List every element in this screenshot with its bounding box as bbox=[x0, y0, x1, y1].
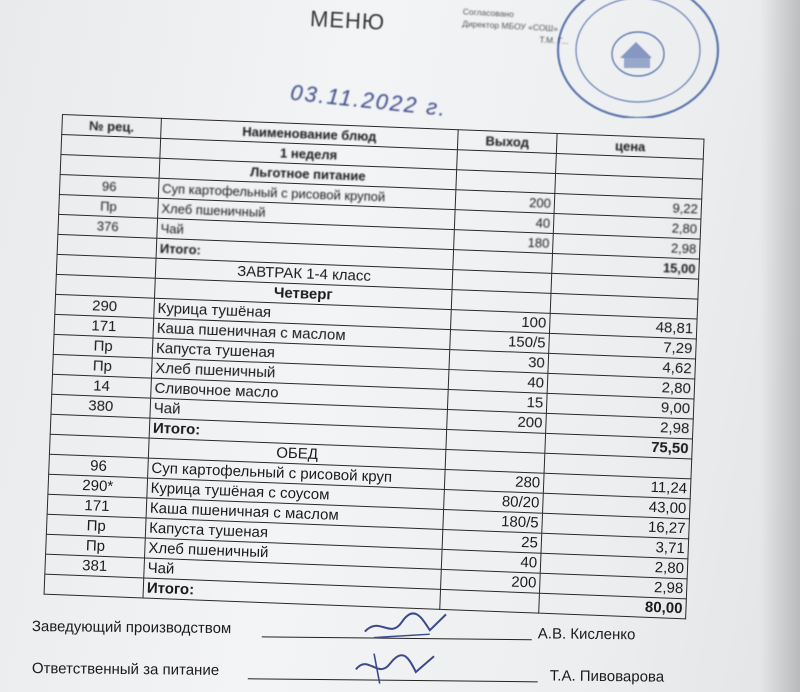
page-shadow bbox=[760, 0, 800, 692]
handwritten-date: 03.11.2022 г. bbox=[289, 79, 449, 122]
recipe-no: 380 bbox=[51, 394, 151, 418]
dish-price: 7,29 bbox=[549, 333, 697, 359]
dish-yield: 15 bbox=[447, 390, 547, 414]
dish-name: Чай bbox=[150, 398, 448, 429]
dish-yield: 200 bbox=[447, 410, 547, 434]
total-label: Итого: bbox=[156, 238, 454, 269]
dish-name: Каша пшеничная с маслом bbox=[146, 498, 444, 529]
total-label: Итого: bbox=[143, 578, 441, 609]
recipe-no: 171 bbox=[47, 494, 147, 518]
recipe-no: Пр bbox=[52, 354, 152, 378]
approval-line-1: Согласовано bbox=[462, 6, 515, 20]
dish-name: Каша пшеничная с маслом bbox=[153, 318, 451, 349]
dish-yield: 180 bbox=[454, 230, 554, 254]
dish-price: 4,62 bbox=[548, 353, 696, 379]
recipe-no: Пр bbox=[46, 514, 146, 538]
recipe-no: 376 bbox=[58, 214, 158, 238]
signature-role: Ответственный за питание bbox=[31, 660, 220, 679]
recipe-no: 381 bbox=[45, 554, 145, 578]
dish-yield: 200 bbox=[455, 190, 555, 214]
dish-price: 43,00 bbox=[543, 493, 691, 519]
dish-price: 2,80 bbox=[540, 553, 688, 579]
official-stamp-icon bbox=[540, 0, 730, 118]
dish-yield: 30 bbox=[449, 350, 549, 374]
dish-price: 3,71 bbox=[541, 533, 689, 559]
dish-yield: 40 bbox=[454, 210, 554, 234]
approval-line-2: Директор МБОУ «СОШ» bbox=[461, 18, 559, 34]
dish-yield: 40 bbox=[448, 370, 548, 394]
recipe-no: 96 bbox=[49, 454, 149, 478]
dish-name: Хлеб пшеничный bbox=[145, 538, 443, 569]
section-title: ОБЕД bbox=[148, 438, 446, 469]
recipe-no: Пр bbox=[46, 534, 146, 558]
menu-table bbox=[44, 114, 705, 619]
total-label: Итого: bbox=[149, 418, 447, 449]
recipe-no: 290* bbox=[48, 474, 148, 498]
dish-price: 9,00 bbox=[546, 393, 694, 419]
recipe-no: Пр bbox=[59, 194, 159, 218]
dish-price: 9,22 bbox=[554, 193, 702, 219]
col-yield: Выход bbox=[457, 130, 557, 154]
recipe-no: 14 bbox=[52, 374, 152, 398]
approval-line-3: Т.М. Г... bbox=[539, 34, 569, 47]
dish-yield: 200 bbox=[441, 569, 541, 593]
handwritten-signature-icon bbox=[350, 649, 440, 686]
signature-name: Т.А. Пивоварова bbox=[549, 667, 665, 686]
dish-yield: 80/20 bbox=[444, 489, 544, 513]
dish-price: 2,98 bbox=[539, 573, 687, 599]
dish-yield: 150/5 bbox=[450, 330, 550, 354]
menu-title: МЕНЮ bbox=[309, 6, 386, 35]
recipe-no: Пр bbox=[53, 334, 153, 358]
dish-yield: 40 bbox=[441, 549, 541, 573]
dish-name: Капуста тушеная bbox=[152, 338, 450, 369]
dish-price: 2,80 bbox=[547, 373, 695, 399]
dish-name: Чай bbox=[157, 218, 455, 249]
col-recipe-no: № рец. bbox=[62, 115, 162, 139]
dish-yield: 25 bbox=[442, 529, 542, 553]
signature-name: А.В. Кисленко bbox=[537, 625, 636, 644]
dish-yield: 100 bbox=[451, 310, 551, 334]
dish-name: Суп картофельный с рисовой крупой bbox=[158, 178, 456, 209]
day-label: Четверг bbox=[154, 278, 452, 309]
dish-price: 11,24 bbox=[543, 473, 691, 499]
dish-price: 2,98 bbox=[553, 233, 701, 259]
week-label: 1 неделя bbox=[160, 138, 458, 169]
handwritten-signature-icon bbox=[360, 609, 450, 644]
recipe-no: 290 bbox=[55, 294, 155, 318]
dish-name: Чай bbox=[144, 558, 442, 589]
signature-role: Заведующий производством bbox=[31, 618, 232, 638]
dish-name: Хлеб пшеничный bbox=[158, 198, 456, 229]
dish-name: Хлеб пшеничный bbox=[151, 358, 449, 389]
dish-name: Сливочное масло bbox=[151, 378, 449, 409]
total-value: 15,00 bbox=[552, 253, 700, 279]
col-price: цена bbox=[556, 134, 704, 160]
dish-name: Суп картофельный с рисовой круп bbox=[148, 458, 446, 489]
recipe-no: 171 bbox=[54, 314, 154, 338]
col-dish-name: Наименование блюд bbox=[161, 118, 459, 149]
total-value: 75,50 bbox=[545, 433, 693, 459]
dish-yield: 180/5 bbox=[443, 509, 543, 533]
dish-price: 2,80 bbox=[553, 213, 701, 239]
section-title: Льготное питание bbox=[159, 158, 457, 189]
dish-price: 2,98 bbox=[546, 413, 694, 439]
dish-price: 16,27 bbox=[542, 513, 690, 539]
total-value: 80,00 bbox=[539, 593, 687, 619]
section-title: ЗАВТРАК 1-4 класс bbox=[155, 258, 453, 289]
dish-name: Капуста тушеная bbox=[145, 518, 443, 549]
dish-name: Курица тушёная с соусом bbox=[147, 478, 445, 509]
recipe-no: 96 bbox=[59, 174, 159, 198]
dish-price: 48,81 bbox=[549, 313, 697, 339]
dish-yield: 280 bbox=[444, 469, 544, 493]
dish-name: Курица тушёная bbox=[154, 298, 452, 329]
